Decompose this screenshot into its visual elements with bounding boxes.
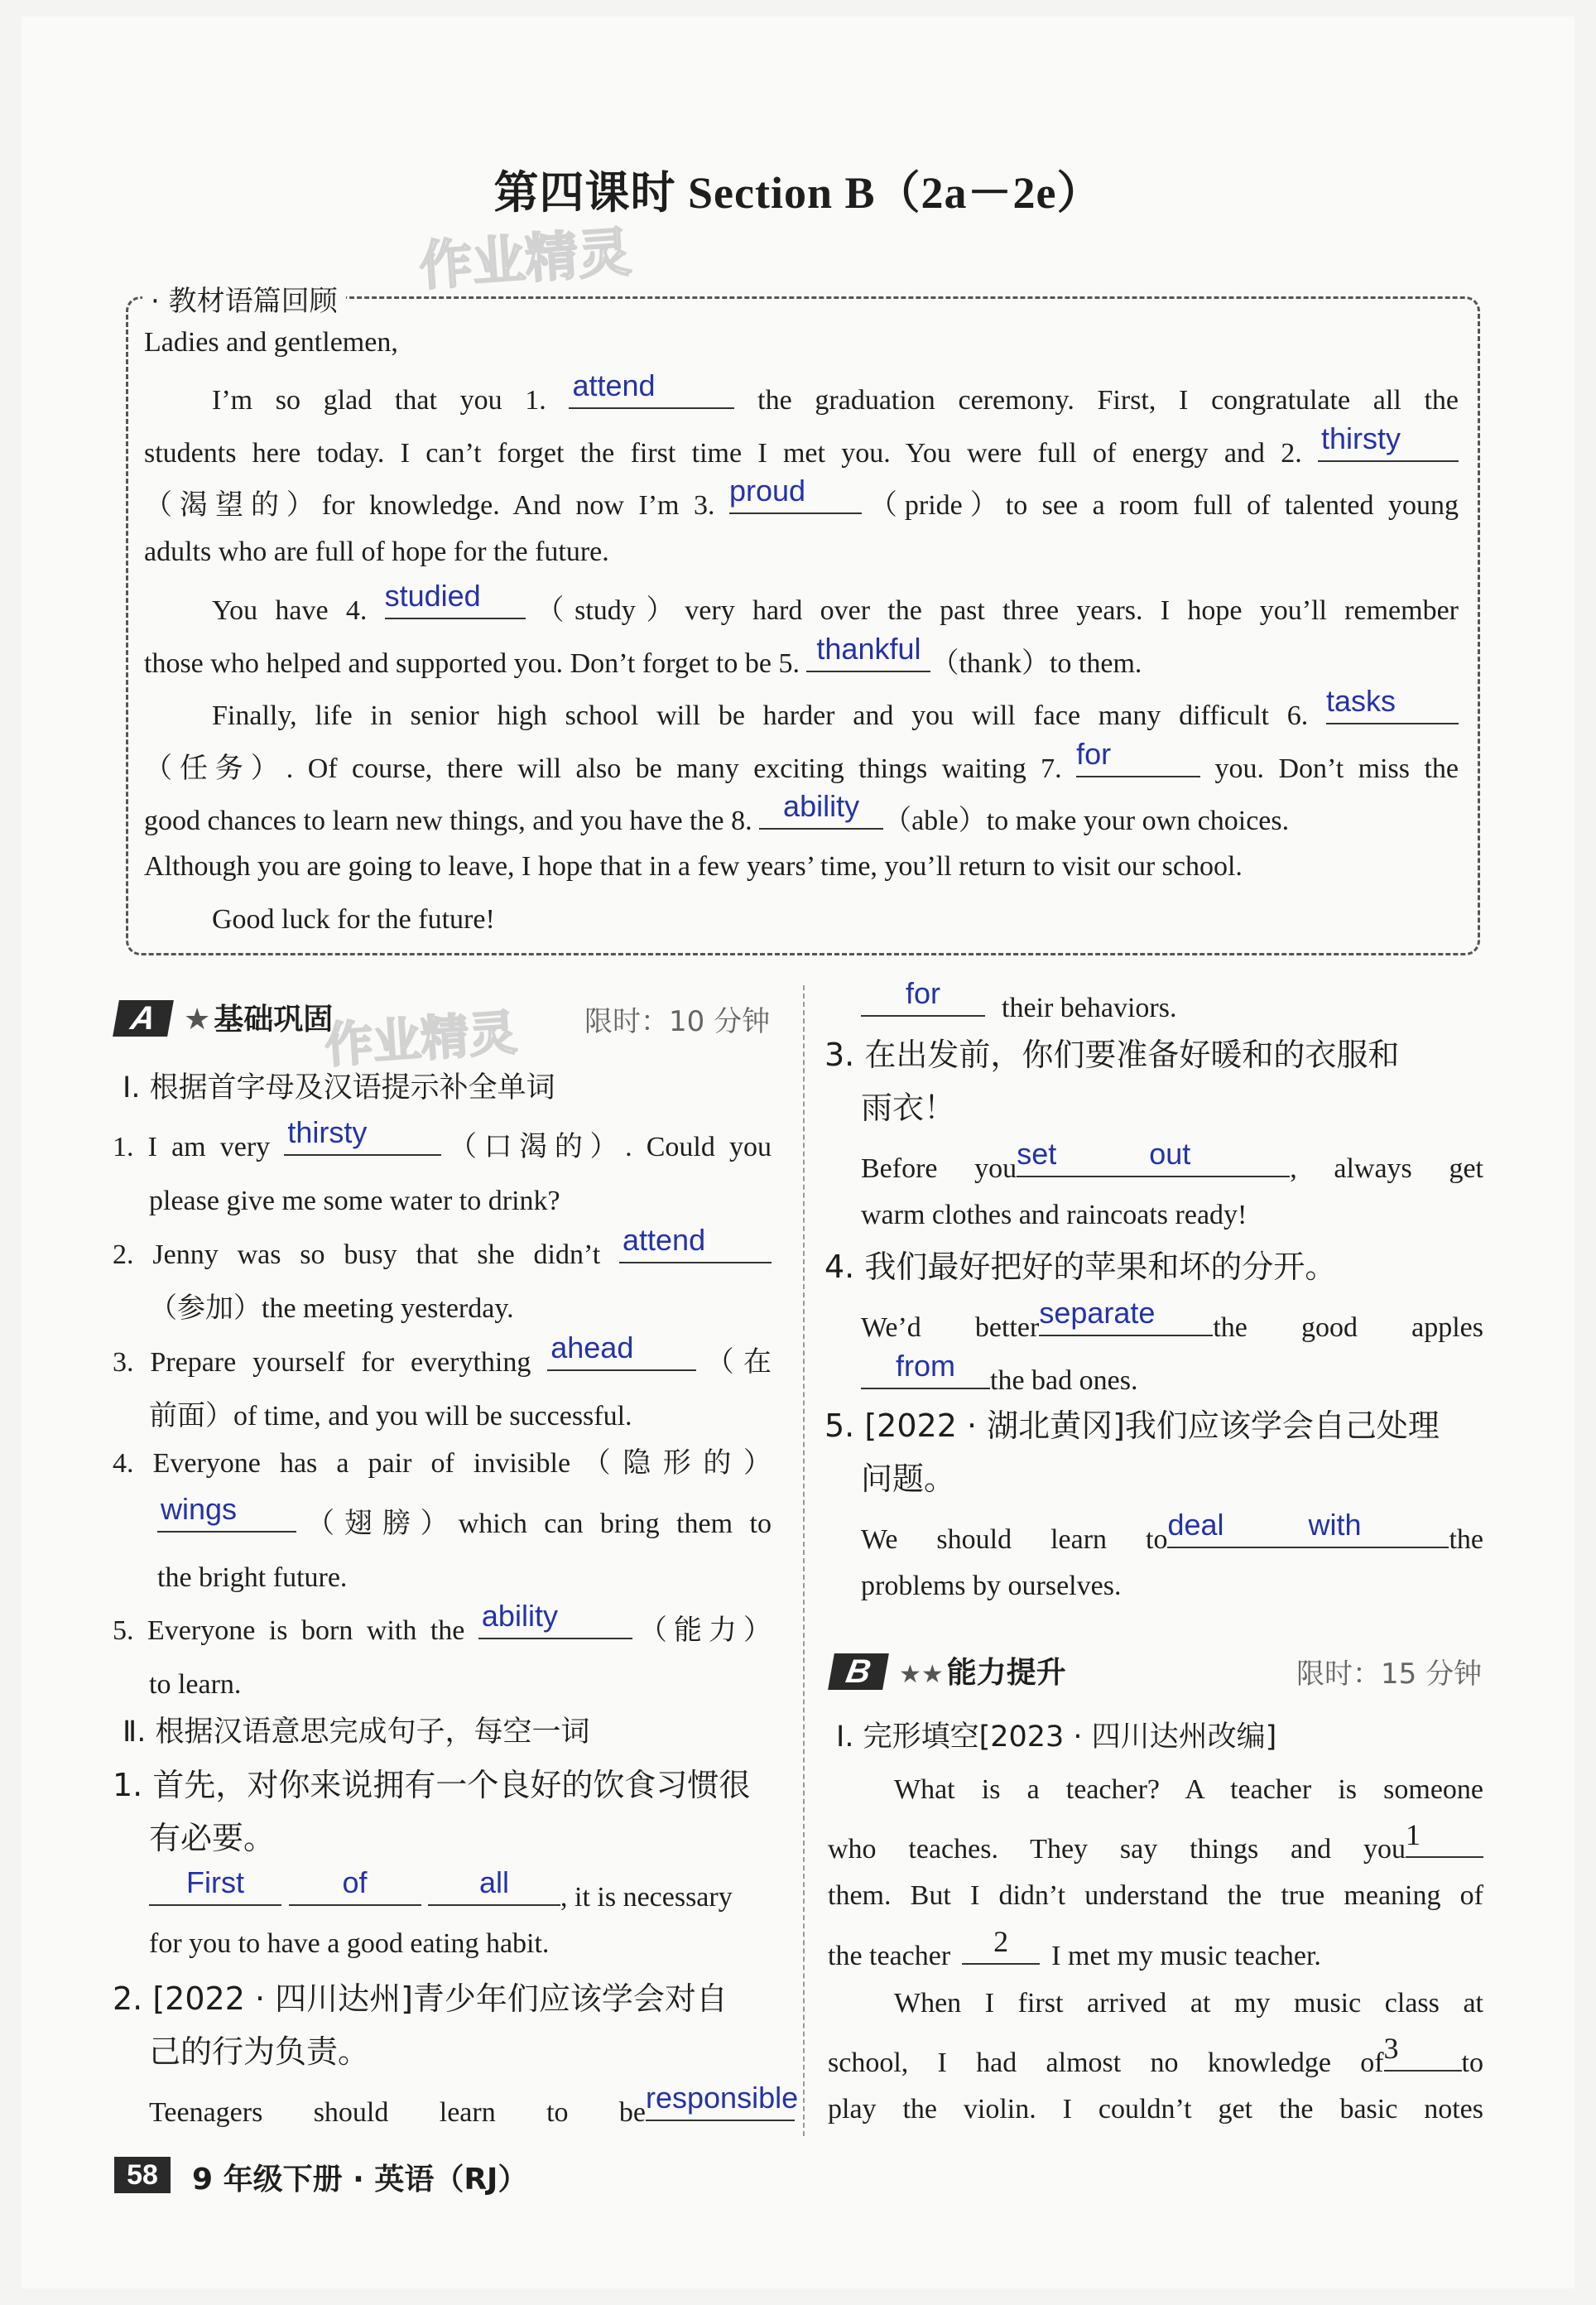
footer-book-title: 9 年级下册 · 英语（RJ） xyxy=(192,2163,528,2197)
part2-title: Ⅱ. 根据汉语意思完成句子，每空一词 xyxy=(123,1716,590,1749)
cloze-blank-2[interactable]: 2 xyxy=(962,1933,1040,1965)
blank-6[interactable]: tasks xyxy=(1326,693,1459,724)
watermark: 作业精灵 xyxy=(417,222,633,298)
a1-blank-3[interactable]: ahead xyxy=(547,1340,696,1371)
a2-q4-en-1: We’d better separate the good apples xyxy=(861,1296,1483,1343)
stars-icon: ★★ xyxy=(899,1660,944,1689)
a2-q4-blank-2[interactable]: from xyxy=(861,1358,990,1389)
a2-q2-en-2: for their behaviors. xyxy=(861,985,1177,1025)
a2-q2-blank-1[interactable]: responsible xyxy=(646,2090,795,2121)
cloze-title: Ⅰ. 完形填空[2023 · 四川达州改编] xyxy=(836,1720,1277,1754)
part1-title: Ⅰ. 根据首字母及汉语提示补全单词 xyxy=(123,1071,555,1104)
review-line-12: Good luck for the future! xyxy=(212,904,495,935)
section-b-header xyxy=(831,1649,1066,1691)
a2-q2-blank-2[interactable]: for xyxy=(861,985,985,1017)
a2-q5-en-1: We should learn to deal with the xyxy=(861,1508,1483,1555)
column-divider xyxy=(803,985,805,2136)
a2-q5-blank-2[interactable]: with xyxy=(1308,1517,1449,1548)
cloze-blank-3[interactable]: 3 xyxy=(1384,2040,1462,2072)
a2-q5-cn-2: 问题。 xyxy=(861,1460,956,1497)
a2-q2-cn-2: 己的行为负责。 xyxy=(149,2033,370,2070)
blank-7[interactable]: for xyxy=(1076,746,1200,777)
cloze-line-4: the teacher 2 I met my music teacher. xyxy=(828,1925,1321,1971)
a1-blank-2[interactable]: attend xyxy=(619,1232,772,1263)
review-line-6: You have 4. studied （study）very hard over the past three years. I hope you’ll remember xyxy=(212,579,1459,626)
section-b-badge: B xyxy=(828,1653,889,1690)
a1-item-4: 4. Everyone has a pair of invisible（隐形的） wings （翅膀）which can bring them to the bright future. xyxy=(113,1448,772,1593)
a1-blank-1[interactable]: thirsty xyxy=(284,1124,441,1156)
review-line-9: （任务）. Of course, there will also be many exciting things waiting 7. for you. Don’t miss the xyxy=(144,737,1459,784)
a2-q1-blank-3[interactable]: all xyxy=(428,1874,560,1906)
cloze-line-1: What is a teacher? A teacher is someone xyxy=(894,1774,1483,1805)
review-line-5: adults who are full of hope for the future. xyxy=(144,537,609,567)
a1-item-3: 3. Prepare yourself for everything ahead （在 前面）of time, and you will be successful. xyxy=(113,1331,772,1432)
a1-item-1: 1. I am very thirsty （口渴的）. Could you please give me some water to drink? xyxy=(113,1115,772,1216)
a1-item-5: 5. Everyone is born with the ability （能力） to learn. xyxy=(113,1599,772,1700)
a2-q1-en-2: for you to have a good eating habit. xyxy=(149,1928,550,1959)
watermark-2: 作业精灵 xyxy=(323,1003,519,1074)
review-line-7: those who helped and supported you. Don’t forget to be 5. thankful （thank）to them. xyxy=(144,632,1142,679)
section-a-title: 基础巩固 xyxy=(214,1003,334,1037)
a2-q5-blank-1[interactable]: deal xyxy=(1167,1517,1308,1548)
section-b-title: 能力提升 xyxy=(946,1656,1066,1690)
a2-q4-cn: 4. 我们最好把好的苹果和坏的分开。 xyxy=(824,1249,1337,1285)
cloze-line-3: them. But I didn’t understand the true meaning of xyxy=(828,1880,1483,1911)
page-number: 58 xyxy=(114,2157,171,2193)
a2-q1-blank-1[interactable]: First xyxy=(149,1874,281,1906)
blank-4[interactable]: studied xyxy=(385,588,526,619)
a2-q5-cn-1: 5. [2022 · 湖北黄冈]我们应该学会自己处理 xyxy=(824,1408,1440,1444)
a2-q2-cn-1: 2. [2022 · 四川达州]青少年们应该学会对自 xyxy=(113,1980,728,2017)
a2-q3-blank-1[interactable]: set xyxy=(1017,1146,1149,1177)
review-line-10: good chances to learn new things, and you have the 8. ability （able）to make your own choices. xyxy=(144,789,1290,836)
review-line-11: Although you are going to leave, I hope that in a few years’ time, you’ll return to visit our school. xyxy=(144,851,1243,882)
a1-item-2: 2. Jenny was so busy that she didn’t attend （参加）the meeting yesterday. xyxy=(113,1232,772,1326)
cloze-line-2: who teaches. They say things and you 1 xyxy=(828,1826,1483,1866)
a2-q1-cn-2: 有必要。 xyxy=(149,1820,276,1856)
a2-q3-en-1: Before you set out , always get xyxy=(861,1137,1483,1184)
a2-q3-en-2: warm clothes and raincoats ready! xyxy=(861,1200,1247,1230)
a2-q2-en-1: Teenagers should learn to be responsible xyxy=(149,2081,799,2128)
page-title: 第四课时 Section B（2a－2e） xyxy=(493,168,1103,218)
a2-q3-blank-2[interactable]: out xyxy=(1149,1146,1290,1177)
blank-5[interactable]: thankful xyxy=(806,641,930,672)
a2-q3-cn-1: 3. 在出发前，你们要准备好暖和的衣服和 xyxy=(824,1037,1400,1073)
blank-8[interactable]: ability xyxy=(759,798,883,830)
section-b-limit: 限时：15 分钟 xyxy=(1296,1658,1483,1691)
review-heading: · 教材语篇回顾 xyxy=(142,278,346,319)
a2-q4-en-2: from the bad ones. xyxy=(861,1358,1137,1398)
star-icon: ★ xyxy=(184,1003,211,1037)
review-line-8: Finally, life in senior high school will be harder and you will face many difficult 6. tasks xyxy=(212,693,1459,733)
blank-1[interactable]: attend xyxy=(569,378,734,409)
review-line-4: （渴望的）for knowledge. And now I’m 3. proud （pride）to see a room full of talented young xyxy=(144,474,1459,521)
a1-blank-4[interactable]: wings xyxy=(157,1501,296,1533)
cloze-line-7: play the violin. I couldn’t get the basic notes xyxy=(828,2094,1483,2125)
review-line-3: students here today. I can’t forget the first time I met you. You were full of energy and 2. thirsty xyxy=(144,431,1459,470)
cloze-line-5: When I first arrived at my music class at xyxy=(894,1988,1483,2019)
blank-2[interactable]: thirsty xyxy=(1318,431,1459,462)
a2-q1-blank-2[interactable]: of xyxy=(289,1874,421,1906)
review-line-1: Ladies and gentlemen, xyxy=(144,327,398,358)
a1-blank-5[interactable]: ability xyxy=(478,1608,632,1639)
blank-3[interactable]: proud xyxy=(729,483,862,514)
section-a-header xyxy=(116,996,333,1038)
a2-q3-cn-2: 雨衣！ xyxy=(861,1090,956,1126)
a2-q1-en-1: First of all , it is necessary xyxy=(149,1874,733,1914)
a2-q5-en-2: problems by ourselves. xyxy=(861,1571,1122,1601)
cloze-blank-1[interactable]: 1 xyxy=(1406,1826,1483,1858)
section-a-limit: 限时：10 分钟 xyxy=(584,1005,771,1038)
section-a-badge: A xyxy=(113,1000,174,1037)
review-line-2: I’m so glad that you 1. attend the graduation ceremony. First, I congratulate all the xyxy=(212,368,1459,416)
a2-q4-blank-1[interactable]: separate xyxy=(1039,1305,1213,1336)
cloze-line-6: school, I had almost no knowledge of 3 to xyxy=(828,2032,1483,2078)
a2-q1-cn-1: 1. 首先，对你来说拥有一个良好的饮食习惯很 xyxy=(113,1767,751,1803)
